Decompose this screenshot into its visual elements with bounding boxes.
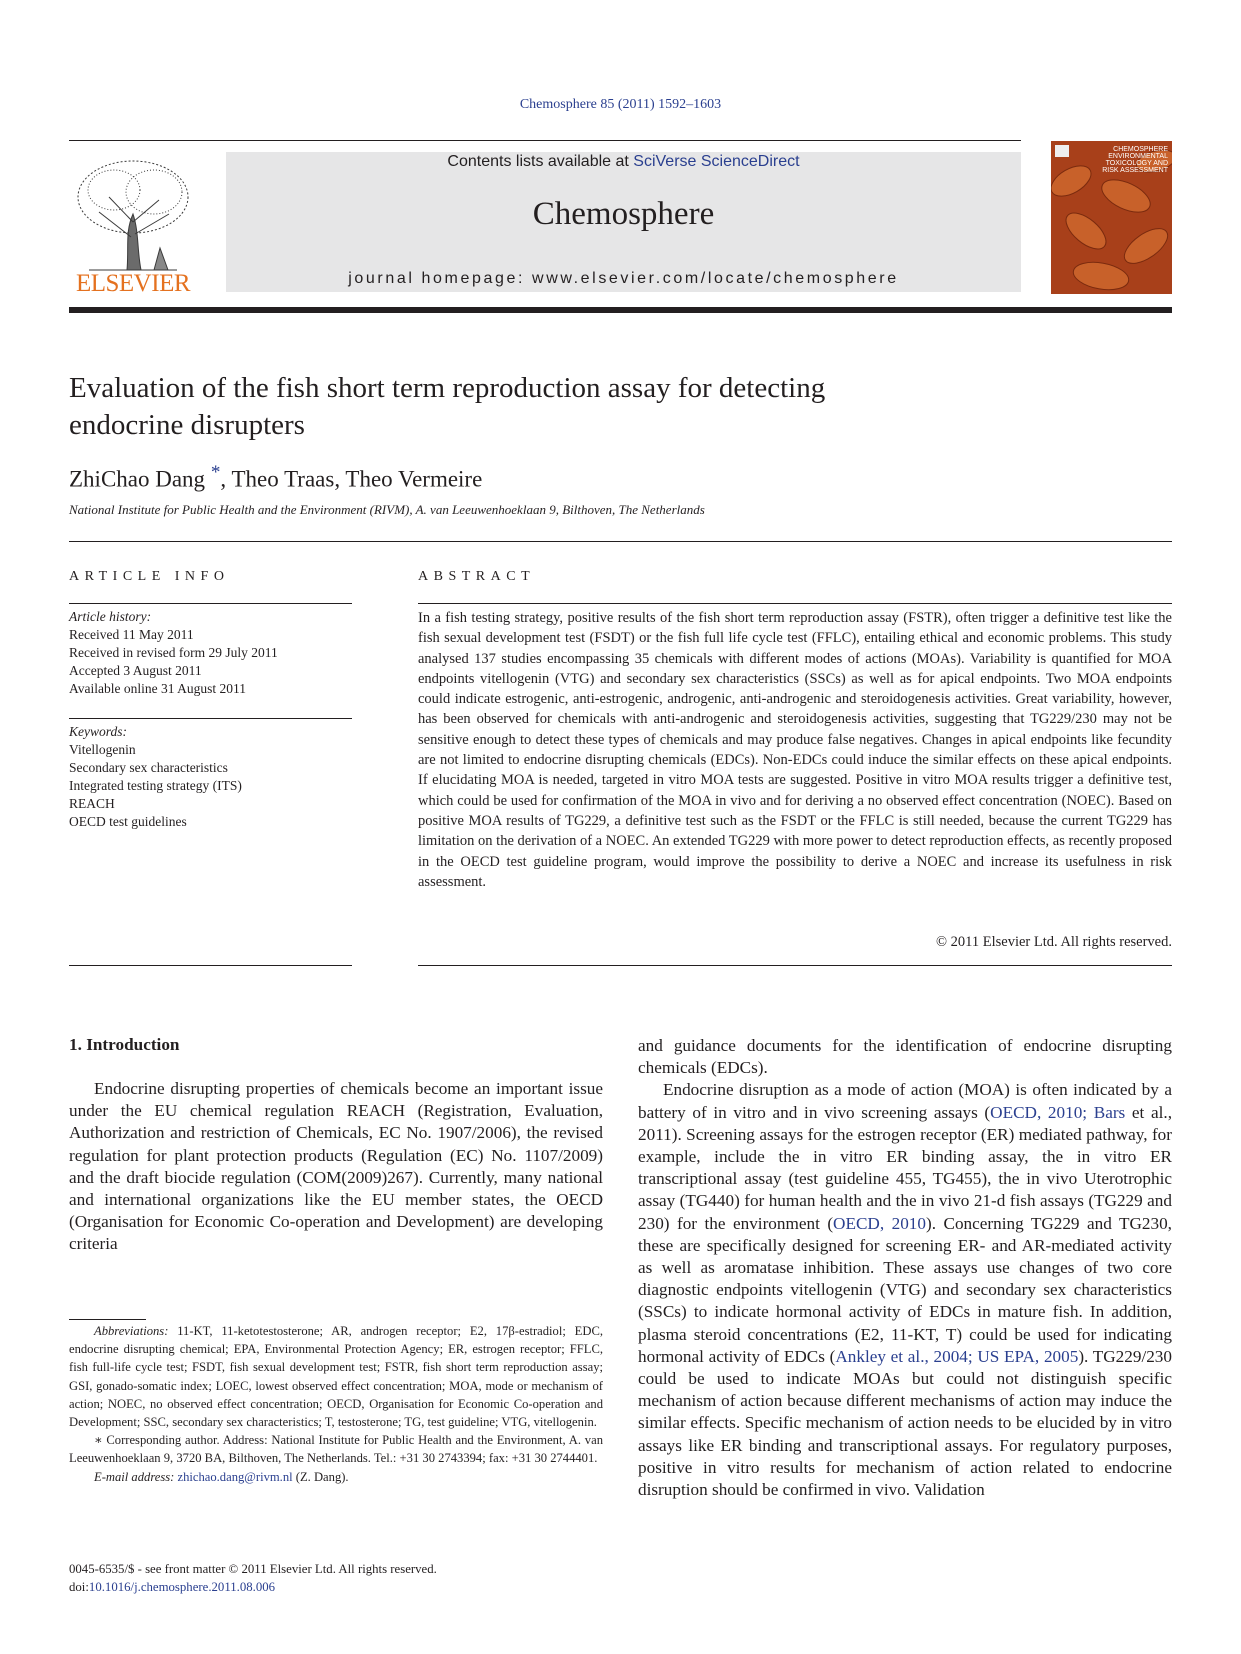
corresponding-author-marker[interactable]: *	[210, 462, 221, 483]
article-info-bottom-rule	[69, 965, 352, 966]
article-history: Article history: Received 11 May 2011 Received in revised form 29 July 2011 Accepted 3 August 2011 Available online 31 August 2011	[69, 608, 352, 698]
reference-link[interactable]: Ankley et al., 2004; US EPA, 2005	[835, 1346, 1079, 1366]
journal-cover-image	[1051, 141, 1172, 294]
doi-link[interactable]: 10.1016/j.chemosphere.2011.08.006	[88, 1580, 276, 1594]
section-heading-introduction: 1. Introduction	[69, 1035, 180, 1054]
article-info-heading: ARTICLE INFO	[69, 569, 230, 584]
abstract-rule	[418, 603, 1172, 604]
header-rule-top	[69, 140, 1021, 141]
body-paragraph: and guidance documents for the identification of endocrine disrupting chemicals (EDCs).	[638, 1036, 1172, 1078]
cover-label: CHEMOSPHERE ENVIRONMENTAL TOXICOLOGY AND RISK ASSESSMENT	[1102, 146, 1168, 174]
keyword-item: Secondary sex characteristics	[69, 760, 228, 775]
abstract-copyright: © 2011 Elsevier Ltd. All rights reserved.	[936, 934, 1172, 950]
keyword-item: REACH	[69, 796, 115, 811]
author-name: ZhiChao Dang	[69, 466, 206, 492]
body-left-column	[69, 1078, 603, 1256]
journal-citation[interactable]: Chemosphere 85 (2011) 1592–1603	[519, 97, 722, 112]
body-paragraph: Endocrine disruption as a mode of action (MOA) is often indicated by a battery of in vitro and in vivo screening assays (OECD, 2010; Bars et al., 2011). Screening assays for the estrogen receptor (ER) mediated pathway, for example, include the in vitro ER binding assay, the in vitro ER transcriptional assay (test guideline 455, TG455), the in vivo Uterotrophic assay (TG440) for human health and the in vivo 21-d fish assays (TG229 and 230) for the environment (OECD, 2010). Concerning TG229 and TG230, these are specifically designed for screening ER- and AR-mediated activity as well as aromatase inhibition. These assays use changes of two core diagnostic endpoints vitellogenin (VTG) and secondary sex characteristics (SSCs) to indicate hormonal activity of EDCs in mature fish. In addition, plasma steroid concentrations (E2, 11-KT, T) could be used for indicating hormonal activity of EDCs (Ankley et al., 2004; US EPA, 2005). TG229/230 could be used to indicate MOAs but could not distinguish specific mechanism of action because different mechanisms of action may induce the similar effects. Specific mechanism of action needs to be elucided by in vitro assays like ER binding and transcriptional assays. For regulatory purposes, positive in vitro results for mechanism of action related to endocrine disruption should be confirmed in vivo. Validation	[638, 1080, 1172, 1500]
keyword-item: Vitellogenin	[69, 742, 136, 757]
article-info-rule	[69, 603, 352, 604]
footnote-rule	[69, 1319, 146, 1320]
abstract-text: In a fish testing strategy, positive results of the fish short term reproduction assay (FSTR), often trigger a definitive test like the fish sexual development test (FSDT) or the fish full life cycle test (FFLC), entailing ethical and economic problems. This study analysed 137 studies encompassing 35 chemicals with different modes of actions (MOAs). Variability is quantified for MOA endpoints vitellogenin (VTG) and secondary sex characteristics (SSCs) as well as for apical endpoints. Two MOA endpoints could indicate estrogenic, anti-estrogenic, androgenic, anti-androgenic and steroidogenesis activities. Great variability, however, has been observed for chemicals with anti-androgenic and steroidogenesis activities, suggesting that TG229/230 may not be sensitive enough to detect these types of chemicals and may produce false negatives. Changes in apical endpoints like fecundity are not limited to endocrine disrupting chemicals (EDCs). Non-EDCs could induce the similar effects on these apical endpoints. If elucidating MOA is needed, targeted in vitro MOA tests are suggested. Positive in vitro MOA results trigger a definitive test, which could be used for confirmation of the MOA in vivo and for deriving a no observed effect concentration (NOEC). Based on positive MOA results of TG229, a definitive test such as the FSDT or the FFLC is still needed, because the current TG229 has limitation on the derivation of a NOEC. An extended TG229 with more power to detect reproduction effects, as recently proposed in the OECD test guideline program, would improve the possibility to derive a NOEC and increase its usefulness in risk assessment.	[418, 610, 1172, 890]
reference-link[interactable]: OECD, 2010	[833, 1213, 926, 1233]
body-paragraph: Endocrine disrupting properties of chemicals become an important issue under the EU chemical regulation REACH (Registration, Evaluation, Authorization and restriction of Chemicals, EC No. 1907/2006), the revised regulation for plant protection products (Regulation (EC) No. 1107/2009) and the draft biocide regulation (COM(2009)267). Currently, many national and international organizations like the EU member states, the OECD (Organisation for Economic Co-operation and Development) are developing criteria	[69, 1079, 603, 1254]
reference-link[interactable]: OECD, 2010; Bars	[990, 1102, 1126, 1122]
email-footnote: E-mail address: zhichao.dang@rivm.nl (Z. Dang).	[94, 1469, 349, 1484]
footnotes	[69, 1322, 603, 1486]
history-online: Available online 31 August 2011	[69, 681, 246, 696]
history-revised: Received in revised form 29 July 2011	[69, 645, 278, 660]
elsevier-wordmark: ELSEVIER	[75, 270, 191, 297]
author-list: ZhiChao Dang *, Theo Traas, Theo Vermeire	[69, 462, 483, 492]
keywords: Keywords: Vitellogenin Secondary sex characteristics Integrated testing strategy (ITS) REACH OECD test guidelines	[69, 723, 352, 831]
keyword-item: Integrated testing strategy (ITS)	[69, 778, 242, 793]
email-link[interactable]: zhichao.dang@rivm.nl	[177, 1469, 293, 1484]
corresponding-footnote: ∗ Corresponding author. Address: National Institute for Public Health and the Environment, A. van Leeuwenhoeklaan 9, 3720 BA, Bilthoven, The Netherlands. Tel.: +31 30 2743394; fax: +31 30 2744401.	[69, 1433, 603, 1466]
sciencedirect-link[interactable]: SciVerse ScienceDirect	[633, 153, 800, 170]
abbreviations-footnote: Abbreviations: 11-KT, 11-ketotestosterone; AR, androgen receptor; E2, 17β-estradiol; EDC, endocrine disrupting chemical; EPA, Environmental Protection Agency; ER, estrogen receptor; FFLC, fish full-life cycle test; FSDT, fish sexual development test; FSTR, fish short term reproduction assay; GSI, gonado-somatic index; LOEC, lowest observed effect concentration; MOA, mode or mechanism of action; NOEC, no observed effect concentration; OECD, Organisation for Economic Co-operation and Development; SSC, secondary sex characteristics; T, testosterone; TG, test guideline; VTG, vitellogenin.	[69, 1324, 603, 1430]
abstract-heading: ABSTRACT	[418, 569, 536, 584]
doi-line: doi:10.1016/j.chemosphere.2011.08.006	[69, 1580, 276, 1594]
history-accepted: Accepted 3 August 2011	[69, 663, 202, 678]
header-rule-bottom	[69, 307, 1172, 313]
front-matter-info	[69, 1560, 437, 1596]
keyword-item: OECD test guidelines	[69, 814, 187, 829]
affiliation: National Institute for Public Health and the Environment (RIVM), A. van Leeuwenhoeklaan 9, Bilthoven, The Netherlands	[69, 502, 705, 517]
journal-homepage[interactable]: journal homepage: www.elsevier.com/locate/chemosphere	[348, 270, 899, 287]
history-received: Received 11 May 2011	[69, 627, 194, 642]
abstract-bottom-rule	[418, 965, 1172, 966]
journal-title: Chemosphere	[532, 196, 715, 232]
body-right-column	[638, 1035, 1172, 1501]
title-divider	[69, 541, 1172, 542]
issn-line: 0045-6535/$ - see front matter © 2011 Elsevier Ltd. All rights reserved.	[69, 1562, 437, 1576]
keywords-rule	[69, 718, 352, 719]
article-title: Evaluation of the fish short term reproduction assay for detecting endocrine disrupters	[69, 372, 826, 441]
contents-line: Contents lists available at SciVerse ScienceDirect	[447, 153, 800, 170]
